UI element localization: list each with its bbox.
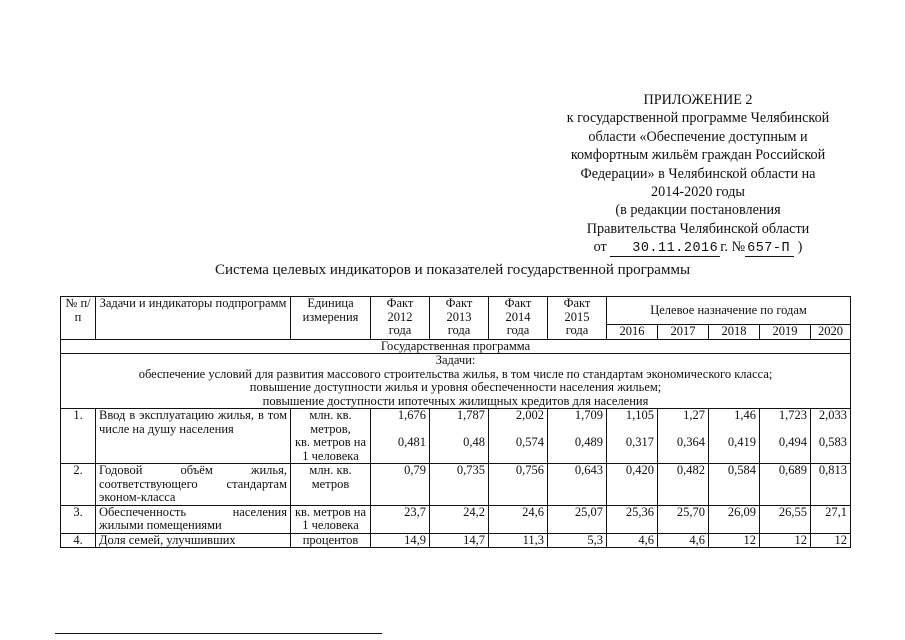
value-cell: 0,813 [811,464,851,506]
value-cell: 1,105 0,317 [607,409,658,464]
value-cell: 25,36 [607,505,658,533]
program-row [61,339,851,354]
value-cell: 0,482 [658,464,709,506]
header-tasks: Задачи и индикаторы подпрограмм [96,297,291,340]
value-cell: 12 [760,533,811,548]
header-year-2020: 2020 [811,325,851,340]
task-item: обеспечение условий для развития массового строительства жилья, в том числе по стандартам экономического класса; [138,366,773,381]
value-cell: 1,46 0,419 [709,409,760,464]
year-suffix: г. [720,239,729,256]
table-row [61,533,851,548]
row-num: 2. [61,464,96,506]
row-num: 3. [61,505,96,533]
value-cell: 26,55 [760,505,811,533]
appendix-line: Федерации» в Челябинской области на [580,165,816,182]
resolution-date: 30.11.2016 [610,241,720,257]
value-cell: 0,756 [489,464,548,506]
value-cell: 2,002 0,574 [489,409,548,464]
header-num: № п/п [61,297,96,340]
value-cell: 0,689 [760,464,811,506]
value-cell: 25,70 [658,505,709,533]
row-num: 1. [61,409,96,464]
program-label: Государственная программа [61,339,851,354]
header-fact-2015: Факт 2015 года [548,297,607,340]
number-label: № [731,239,746,256]
row-name: Годовой объём жилья, соответствующего стандартам эконом-класса [96,464,291,506]
task-item: повышение доступности ипотечных жилищных кредитов для населения [262,393,649,408]
value-cell: 2,033 0,583 [811,409,851,464]
header-year-2018: 2018 [709,325,760,340]
header-unit: Единица измерения [291,297,371,340]
close-paren: ) [797,239,803,256]
row-unit: млн. кв. метров [291,464,371,506]
row-name: Доля семей, улучшивших [96,533,291,548]
row-unit: процентов [291,533,371,548]
table-row [61,505,851,533]
value-cell: 0,420 [607,464,658,506]
value-cell: 1,709 0,489 [548,409,607,464]
value-cell: 27,1 [811,505,851,533]
row-name: Ввод в эксплуатацию жилья, в том числе на душу населения [96,409,291,464]
header-fact-2014: Факт 2014 года [489,297,548,340]
header-year-2016: 2016 [607,325,658,340]
header-target: Целевое назначение по годам [607,297,851,325]
indicators-table [60,296,851,548]
resolution-number: 657-П [745,241,794,257]
value-cell: 24,2 [430,505,489,533]
value-cell: 0,79 [371,464,430,506]
row-unit: кв. метров на 1 человека [291,505,371,533]
appendix-header [548,91,848,257]
header-fact-2013: Факт 2013 года [430,297,489,340]
value-cell: 11,3 [489,533,548,548]
value-cell: 1,676 0,481 [371,409,430,464]
tasks-block [61,354,851,409]
appendix-line: 2014-2020 годы [651,184,745,201]
value-cell: 14,9 [371,533,430,548]
appendix-line: к государственной программе Челябинской [566,110,830,127]
value-cell: 1,27 0,364 [658,409,709,464]
value-cell: 0,584 [709,464,760,506]
appendix-line: (в редакции постановления [615,202,781,219]
appendix-line: области «Обеспечение доступным и [588,128,808,145]
header-year-2019: 2019 [760,325,811,340]
header-year-2017: 2017 [658,325,709,340]
tasks-row [61,354,851,409]
row-name: Обеспеченность населения жилыми помещениями [96,505,291,533]
resolution-date-line [548,238,848,257]
value-cell: 12 [709,533,760,548]
tasks-title: Задачи: [435,353,476,367]
row-unit: млн. кв. метров, кв. метров на 1 человека [291,409,371,464]
task-item: повышение доступности жилья и уровня обеспеченности населения жильем; [249,380,662,394]
value-cell: 1,787 0,48 [430,409,489,464]
table-row [61,409,851,464]
value-cell: 24,6 [489,505,548,533]
value-cell: 1,723 0,494 [760,409,811,464]
row-num: 4. [61,533,96,548]
footnote-divider [55,633,382,634]
value-cell: 0,643 [548,464,607,506]
appendix-title: ПРИЛОЖЕНИЕ 2 [643,92,753,108]
value-cell: 25,07 [548,505,607,533]
value-cell: 26,09 [709,505,760,533]
value-cell: 4,6 [607,533,658,548]
appendix-line: Правительства Челябинской области [586,220,810,237]
table-title: Система целевых индикаторов и показателей государственной программы [214,262,691,278]
value-cell: 23,7 [371,505,430,533]
value-cell: 14,7 [430,533,489,548]
header-fact-2012: Факт 2012 года [371,297,430,340]
header-row [61,297,851,325]
table-row [61,464,851,506]
from-label: от [593,239,607,256]
value-cell: 4,6 [658,533,709,548]
appendix-line: комфортным жильём граждан Российской [570,147,826,164]
value-cell: 12 [811,533,851,548]
value-cell: 5,3 [548,533,607,548]
value-cell: 0,735 [430,464,489,506]
